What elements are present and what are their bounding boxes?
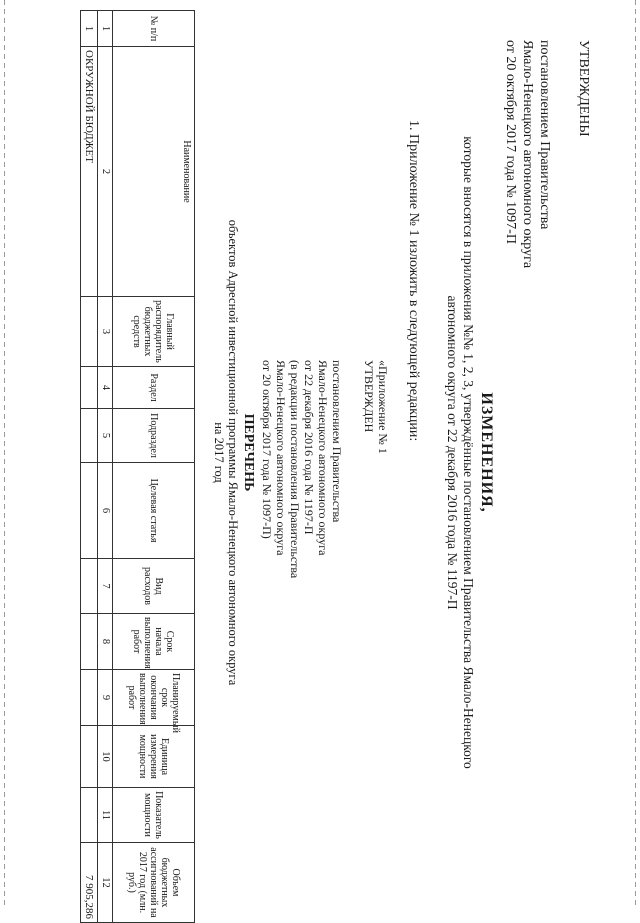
- approval-block: [502, 40, 592, 268]
- column-number: 6: [98, 463, 113, 559]
- column-header: Срок начала выполнения работ: [113, 614, 195, 670]
- empty-cell: [81, 670, 98, 726]
- appendix-line: Ямало-Ненецкого автономного округа: [274, 360, 288, 556]
- empty-cell: [81, 367, 98, 409]
- empty-cell: [81, 559, 98, 614]
- empty-cell: [81, 297, 98, 367]
- appendix-stamp: [260, 360, 390, 578]
- empty-cell: [81, 614, 98, 670]
- column-number: 3: [98, 297, 113, 367]
- document-title: [444, 0, 496, 905]
- empty-cell: [81, 726, 98, 788]
- approval-line: Ямало-Ненецкого автономного округа: [520, 40, 535, 269]
- column-header: Подраздел: [113, 409, 195, 463]
- column-header: Раздел: [113, 367, 195, 409]
- appendix-line: УТВЕРЖДЕН: [362, 360, 376, 433]
- column-header: Объем бюджетных ассигнований на 2017 год (млн. руб.): [113, 843, 195, 923]
- column-number: 5: [98, 409, 113, 463]
- column-number: 9: [98, 670, 113, 726]
- list-subtitle: на 2017 год: [212, 422, 226, 483]
- column-header: Единица измерения мощности: [113, 726, 195, 788]
- column-number: 4: [98, 367, 113, 409]
- column-number: 2: [98, 47, 113, 297]
- column-number: 7: [98, 559, 113, 614]
- title-line: которые вносятся в приложения №№ 1, 2, 3, утверждённые постановлением Правительства Ямало-Ненецкого: [461, 136, 476, 769]
- table-header-row: [113, 11, 195, 923]
- appendix-line: от 22 декабря 2016 года № 1197-П: [302, 360, 316, 535]
- column-header: Наименование: [113, 47, 195, 297]
- appendix-line: от 20 октября 2017 года № 1097-П): [260, 360, 274, 539]
- row-amount: 7 905,286: [81, 843, 98, 923]
- table-row: [81, 11, 98, 923]
- point-1-text: 1. Приложение № 1 изложить в следующей редакции:: [406, 120, 421, 442]
- empty-cell: [81, 463, 98, 559]
- list-heading: [212, 0, 257, 905]
- empty-cell: [81, 788, 98, 843]
- column-header: № п/п: [113, 11, 195, 47]
- column-number: 8: [98, 614, 113, 670]
- list-title: ПЕРЕЧЕНЬ: [241, 413, 256, 492]
- approval-line: постановлением Правительства: [537, 40, 552, 230]
- approval-heading: УТВЕРЖДЕНЫ: [576, 40, 591, 137]
- title-line: автономного округа от 22 декабря 2016 года № 1197-П: [445, 295, 460, 610]
- column-number: 12: [98, 843, 113, 923]
- row-name: ОКРУЖНОЙ БЮДЖЕТ: [81, 47, 98, 297]
- title-main: ИЗМЕНЕНИЯ,: [478, 392, 495, 513]
- column-number: 10: [98, 726, 113, 788]
- column-number: 11: [98, 788, 113, 843]
- column-number: 1: [98, 11, 113, 47]
- list-subtitle: объектов Адресной инвестиционной программы Ямало-Ненецкого автономного округа: [226, 219, 240, 686]
- column-header: Вид расходов: [113, 559, 195, 614]
- appendix-line: «Приложение № 1: [376, 360, 390, 454]
- column-header: Показатель мощности: [113, 788, 195, 843]
- appendix-line: Ямало-Ненецкого автономного округа: [316, 360, 330, 556]
- row-number: 1: [81, 11, 98, 47]
- appendix-line: (в редакции постановления Правительства: [288, 360, 302, 579]
- approval-line: от 20 октября 2017 года № 1097-П: [503, 40, 518, 244]
- investment-table: [80, 10, 195, 923]
- appendix-line: постановлением Правительства: [330, 360, 344, 523]
- column-header: Целевая статья: [113, 463, 195, 559]
- column-header: Планируемый срок окончания выполнения работ: [113, 670, 195, 726]
- table-number-row: [98, 11, 113, 923]
- empty-cell: [81, 409, 98, 463]
- column-header: Главный распорядитель бюджетных средств: [113, 297, 195, 367]
